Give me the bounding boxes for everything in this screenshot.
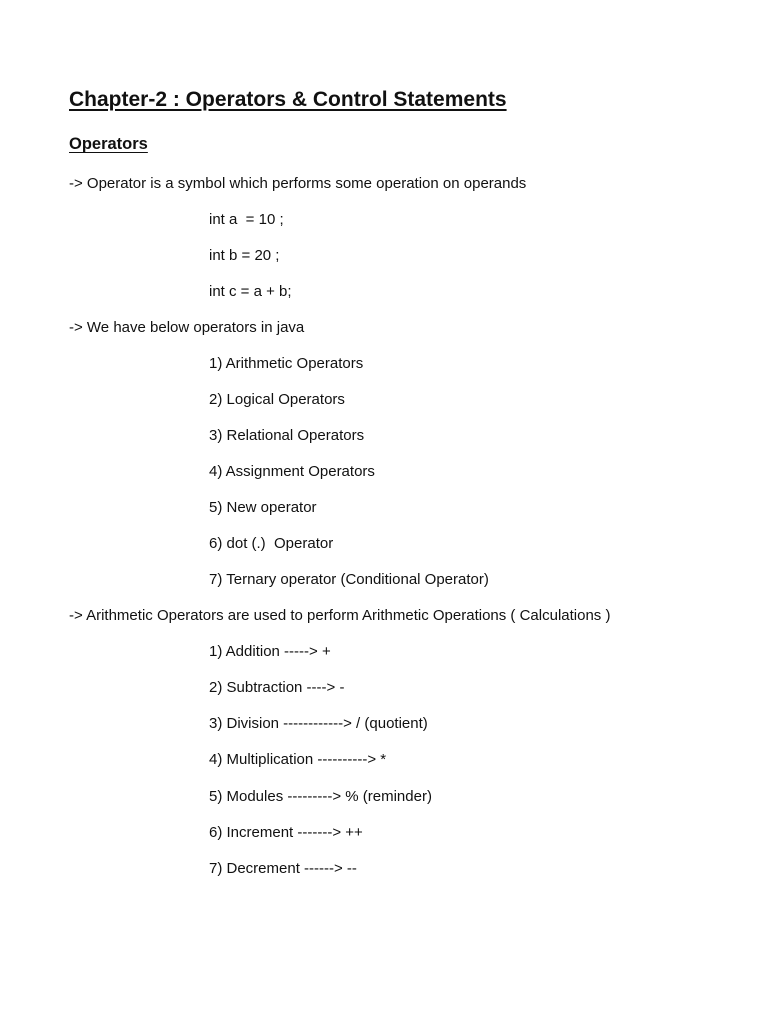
operators-intro: -> We have below operators in java	[69, 319, 305, 336]
arithmetic-list-item: 1) Addition -----> +	[209, 643, 331, 660]
arithmetic-list-item: 2) Subtraction ----> -	[209, 679, 345, 696]
operator-definition: -> Operator is a symbol which performs some operation on operands	[69, 175, 527, 192]
section-title-operators: Operators	[69, 135, 148, 153]
arithmetic-list-item: 3) Division ------------> / (quotient)	[209, 715, 428, 732]
operator-list-item: 1) Arithmetic Operators	[209, 355, 364, 372]
operator-list-item: 3) Relational Operators	[209, 427, 365, 444]
code-line: int c = a + b;	[209, 283, 292, 300]
arithmetic-list-item: 4) Multiplication ----------> *	[209, 751, 387, 768]
code-line: int b = 20 ;	[209, 247, 280, 264]
operator-list-item: 2) Logical Operators	[209, 391, 345, 408]
arithmetic-list-item: 7) Decrement ------> --	[209, 860, 357, 877]
operator-list-item: 6) dot (.) Operator	[209, 535, 334, 552]
code-line: int a = 10 ;	[209, 211, 284, 228]
operator-list-item: 7) Ternary operator (Conditional Operator)	[209, 571, 489, 588]
chapter-title: Chapter-2 : Operators & Control Statements	[69, 88, 507, 111]
arithmetic-list-item: 5) Modules ---------> % (reminder)	[209, 788, 432, 805]
arithmetic-intro: -> Arithmetic Operators are used to perform Arithmetic Operations ( Calculations )	[69, 607, 611, 624]
operator-list-item: 5) New operator	[209, 499, 317, 516]
arithmetic-list-item: 6) Increment -------> ++	[209, 824, 363, 841]
operator-list-item: 4) Assignment Operators	[209, 463, 375, 480]
